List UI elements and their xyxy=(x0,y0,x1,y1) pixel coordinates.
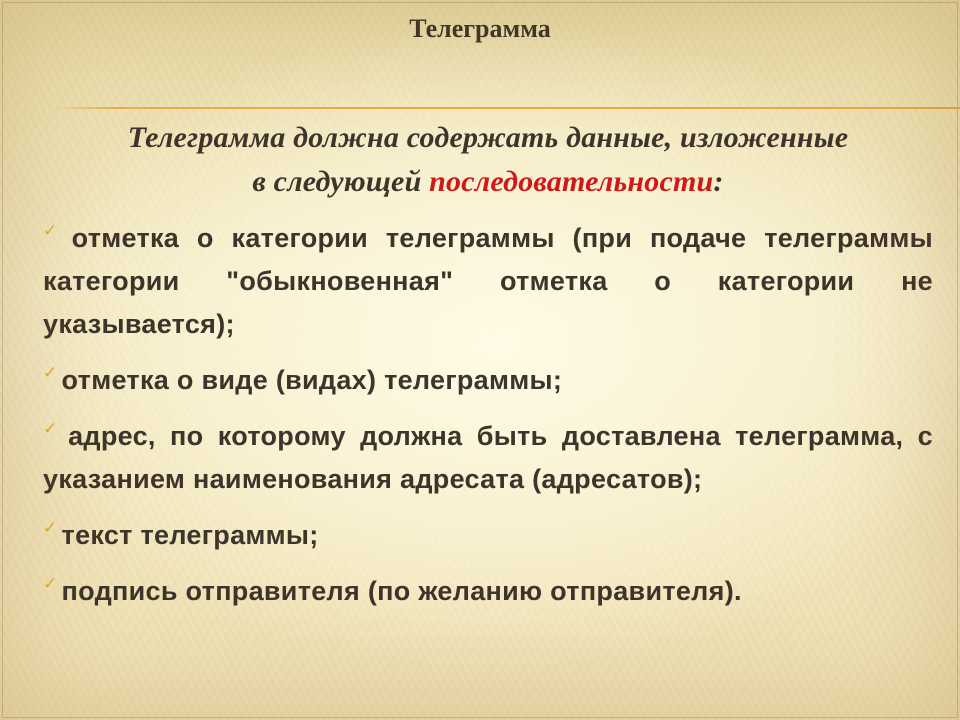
intro-suffix: : xyxy=(713,165,724,198)
intro-line-2-prefix: в следующей xyxy=(252,165,430,198)
title-divider xyxy=(54,107,960,109)
intro-line-1: Телеграмма должна содержать данные, изложенные xyxy=(127,121,849,154)
list-item-text: отметка о виде (видах) телеграммы; xyxy=(61,365,563,395)
checkmark-icon: ✓ xyxy=(43,419,65,439)
checkmark-icon: ✓ xyxy=(43,221,68,241)
checkmark-icon: ✓ xyxy=(43,574,58,594)
checkmark-icon: ✓ xyxy=(43,363,58,383)
checkmark-icon: ✓ xyxy=(43,518,58,538)
list-item xyxy=(43,210,933,346)
list-item xyxy=(43,408,933,501)
intro-highlight: последовательности xyxy=(429,165,714,198)
list-item-text: отметка о категории телеграммы (при подаче телеграммы категории "обыкновенная" отметка о категории не указывается); xyxy=(43,223,933,339)
list-item-text: адрес, по которому должна быть доставлена телеграмма, с указанием наименования адресата (адресатов); xyxy=(43,421,933,494)
list-item-text: подпись отправителя (по желанию отправителя). xyxy=(61,576,742,606)
list-item xyxy=(43,352,933,402)
list-item xyxy=(43,507,933,557)
slide-content xyxy=(43,116,933,613)
list-item xyxy=(43,563,933,613)
slide-title: Телеграмма xyxy=(409,14,551,43)
intro-paragraph xyxy=(43,116,933,204)
list-item-text: текст телеграммы; xyxy=(61,520,319,550)
